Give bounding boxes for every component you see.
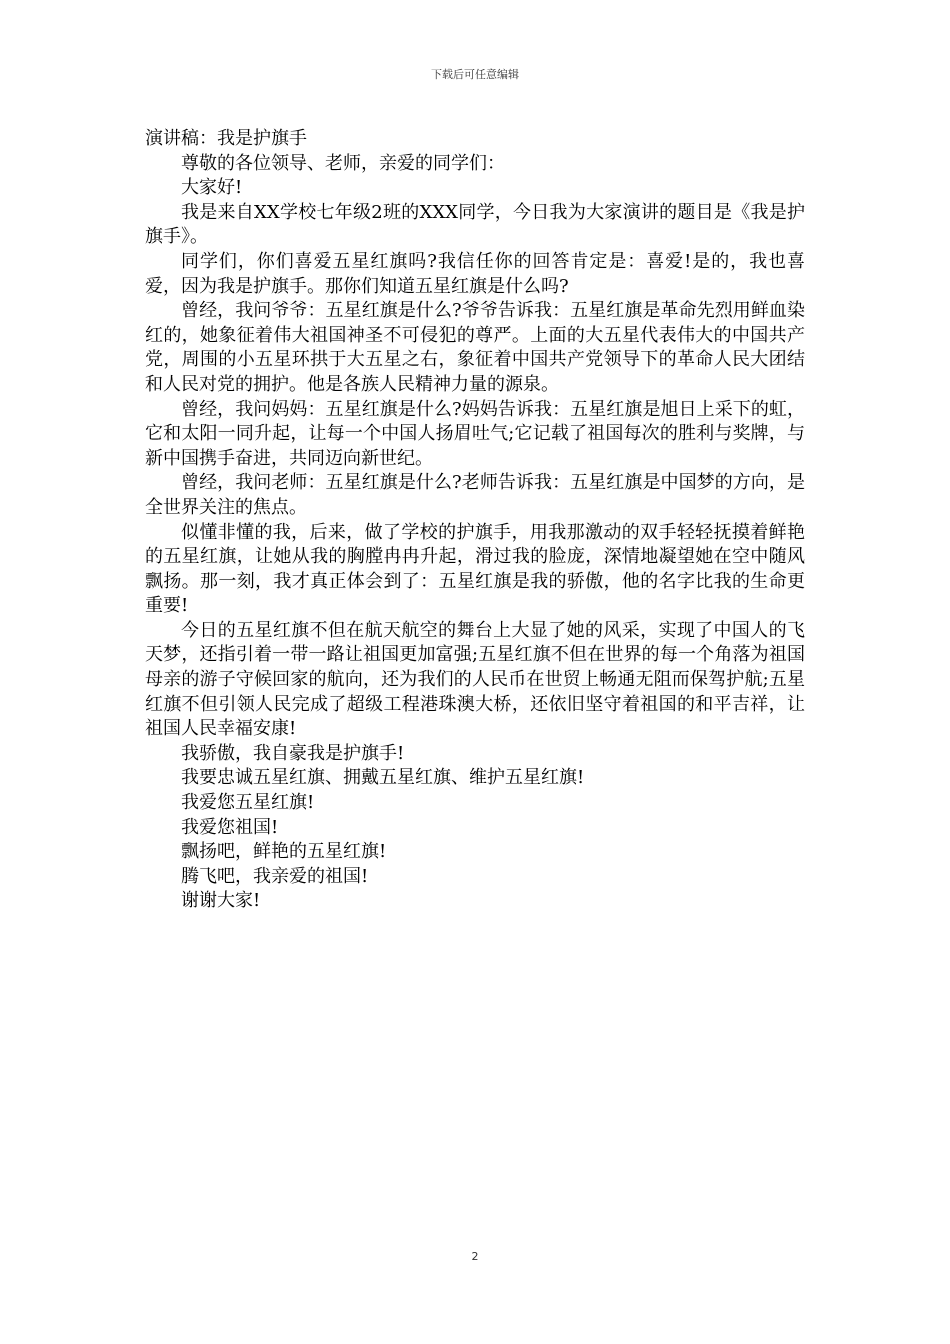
paragraph-hello: 大家好! bbox=[181, 177, 243, 199]
document-title: 演讲稿：我是护旗手 bbox=[145, 128, 307, 149]
paragraph-intro: 我是来自XX学校七年级2班的XXX同学，今日我为大家演讲的题目是《我是护旗手》。 bbox=[145, 201, 805, 248]
page-header: 下载后可任意编辑 bbox=[431, 68, 519, 81]
document-body bbox=[145, 127, 805, 914]
page-number: 2 bbox=[471, 1250, 479, 1263]
paragraph-mother: 曾经，我问妈妈：五星红旗是什么?妈妈告诉我：五星红旗是旭日上采下的虹，它和太阳一同升起，让每一个中国人扬眉吐气;它记载了祖国每次的胜利与奖牌，与新中国携手奋进，共同迈向新世纪。 bbox=[145, 398, 805, 469]
paragraph-love-country: 我爱您祖国! bbox=[181, 816, 279, 838]
paragraph-flag-guard: 似懂非懂的我，后来，做了学校的护旗手，用我那激动的双手轻轻抚摸着鲜艳的五星红旗，让她从我的胸膛冉冉升起，滑过我的脸庞，深情地凝望她在空中随风飘扬。那一刻，我才真正体会到了：五星红旗是我的骄傲，他的名字比我的生命更重要! bbox=[145, 521, 805, 617]
paragraph-flutter: 飘扬吧，鲜艳的五星红旗! bbox=[181, 841, 387, 863]
paragraph-proud: 我骄傲，我自豪我是护旗手! bbox=[181, 742, 405, 764]
paragraph-soar: 腾飞吧，我亲爱的祖国! bbox=[181, 865, 369, 887]
paragraph-thanks: 谢谢大家! bbox=[181, 890, 261, 912]
paragraph-greeting: 尊敬的各位领导、老师，亲爱的同学们： bbox=[181, 152, 505, 174]
paragraph-question: 同学们，你们喜爱五星红旗吗?我信任你的回答肯定是：喜爱!是的，我也喜爱，因为我是护旗手。那你们知道五星红旗是什么吗? bbox=[145, 250, 805, 297]
paragraph-love-flag: 我爱您五星红旗! bbox=[181, 792, 315, 814]
paragraph-teacher: 曾经，我问老师：五星红旗是什么?老师告诉我：五星红旗是中国梦的方向，是全世界关注的焦点。 bbox=[145, 472, 805, 518]
paragraph-today: 今日的五星红旗不但在航天航空的舞台上大显了她的风采，实现了中国人的飞天梦，还指引着一带一路让祖国更加富强;五星红旗不但在世界的每一个角落为祖国母亲的游子守候回家的航向，还为我们的人民币在世贸上畅通无阻而保驾护航;五星红旗不但引领人民完成了超级工程港珠澳大桥，还依旧坚守着祖国的和平吉祥，让祖国人民幸福安康! bbox=[145, 619, 805, 740]
paragraph-loyal: 我要忠诚五星红旗、拥戴五星红旗、维护五星红旗! bbox=[181, 767, 585, 789]
paragraph-grandpa: 曾经，我问爷爷：五星红旗是什么?爷爷告诉我：五星红旗是革命先烈用鲜血染红的，她象征着伟大祖国神圣不可侵犯的尊严。上面的大五星代表伟大的中国共产党，周围的小五星环拱于大五星之右，象征着中国共产党领导下的革命人民大团结和人民对党的拥护。他是各族人民精神力量的源泉。 bbox=[145, 300, 805, 395]
